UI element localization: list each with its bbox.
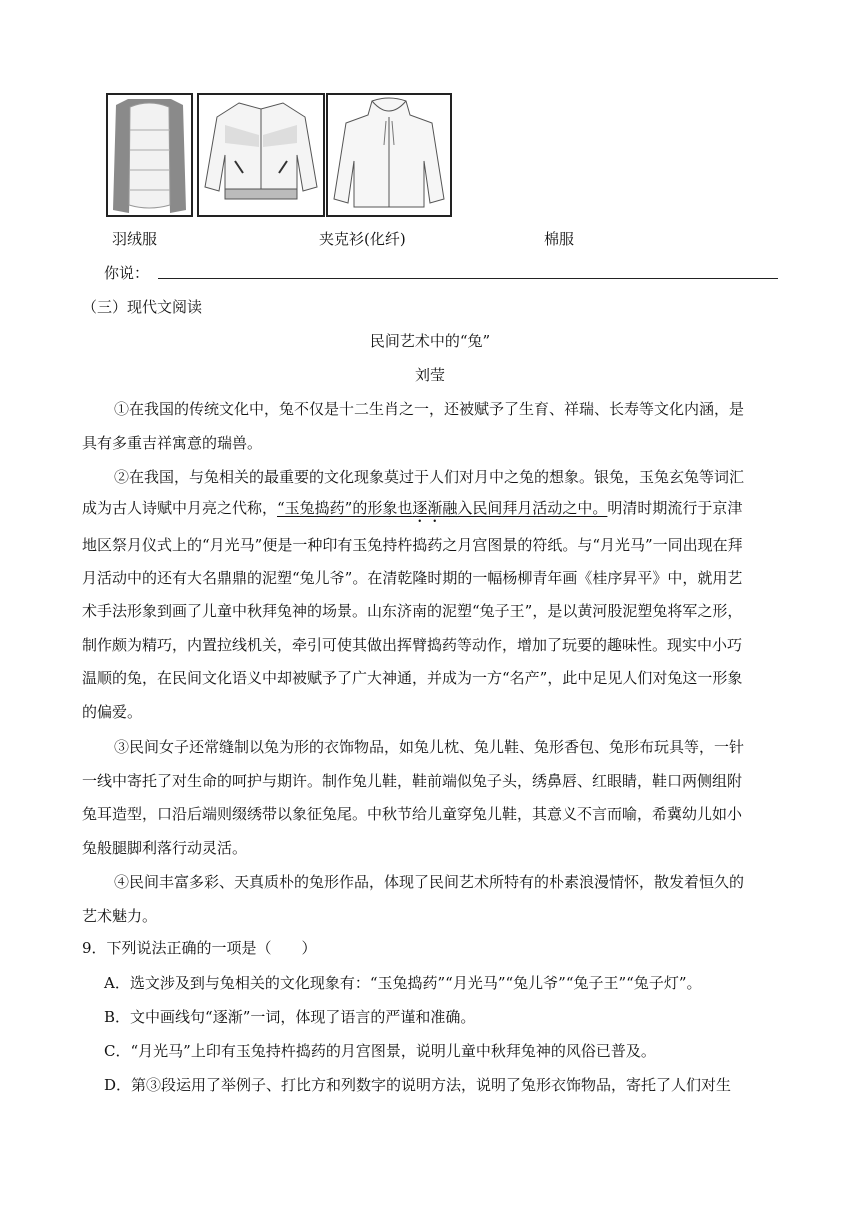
- option-a[interactable]: A．选文涉及到与兔相关的文化现象有：“玉兔捣药”“月光马”“兔儿爷”“兔子王”“兔子灯”。: [104, 974, 702, 992]
- p3-line-4: 兔般腿脚利落行动灵活。: [82, 839, 248, 857]
- article-title: 民间艺术中的“兔”: [369, 332, 491, 350]
- p2-line-6: 制作颇为精巧，内置拉线机关，牵引可使其做出挥臂捣药等动作，增加了玩要的趣味性。现实中小巧: [82, 636, 743, 654]
- p4-line-1: ④民间丰富多彩、天真质朴的兔形作品，体现了民间艺术所特有的朴素浪漫情怀，散发着恒久的: [114, 873, 745, 891]
- p3-line-3: 兔耳造型，口沿后端则缀绣带以象征兔尾。中秋节给儿童穿兔儿鞋，其意义不言而喻，希冀幼儿如小: [82, 805, 743, 823]
- question-stem: 9．下列说法正确的一项是（ ）: [82, 939, 317, 957]
- p1-line-1: ①在我国的传统文化中，兔不仅是十二生肖之一，还被赋予了生育、祥瑞、长寿等文化内涵，是: [114, 400, 745, 418]
- caption-cotton-coat: 棉服: [544, 230, 575, 248]
- underlined-sentence-part1: “玉兔捣药”的形象也: [277, 499, 413, 517]
- jacket-image: [197, 93, 325, 217]
- cotton-coat-image: [326, 93, 452, 217]
- p2-text-a: 成为古人诗赋中月亮之代称，: [82, 499, 278, 517]
- p2-line-1: ②在我国，与兔相关的最重要的文化现象莫过于人们对月中之兔的想象。银兔，玉兔玄兔等词汇: [114, 468, 745, 486]
- answer-blank-line[interactable]: [158, 278, 778, 279]
- underlined-sentence-part2: 融入民间拜月活动之中。: [442, 499, 608, 517]
- section-heading: （三）现代文阅读: [82, 298, 203, 316]
- p2-text-b: 明清时期流行于京津: [607, 499, 743, 517]
- p2-line-3: 地区祭月仪式上的“月光马”便是一种印有玉兔持杵捣药之月宫图景的符纸。与“月光马”一同出现在拜: [82, 536, 743, 554]
- option-c[interactable]: C．“月光马”上印有玉兔持杵捣药的月宫图景，说明儿童中秋拜兔神的风俗已普及。: [104, 1042, 656, 1060]
- p1-line-2: 具有多重吉祥寓意的瑞兽。: [82, 434, 263, 452]
- option-b[interactable]: B．文中画线句“逐渐”一词，体现了语言的严谨和准确。: [104, 1008, 476, 1026]
- article-author: 刘莹: [414, 366, 445, 384]
- p3-line-2: 一线中寄托了对生命的呵护与期许。制作兔儿鞋，鞋前端似兔子头，绣鼻唇、红眼睛，鞋口两侧组附: [82, 772, 743, 790]
- caption-down-jacket: 羽绒服: [112, 230, 158, 248]
- p2-line-7: 温顺的兔，在民间文化语义中却被赋予了广大神通，并成为一方“名产”，此中足见人们对兔这一形象: [82, 669, 743, 687]
- p4-line-2: 艺术魅力。: [82, 907, 158, 925]
- emphasized-word: 逐渐: [412, 499, 443, 517]
- p2-line-5: 术手法形象到画了儿童中秋拜兔神的场景。山东济南的泥塑“兔子王”，是以黄河股泥塑兔将军之形，: [82, 602, 743, 620]
- answer-prompt-label: 你说：: [104, 264, 150, 282]
- caption-jacket: 夹克衫(化纤): [319, 230, 406, 248]
- p2-line-8: 的偏爱。: [82, 703, 143, 721]
- p2-line-2: [82, 497, 742, 526]
- option-d[interactable]: D．第③段运用了举例子、打比方和列数字的说明方法，说明了兔形衣饰物品，寄托了人们对生: [104, 1076, 732, 1094]
- p2-line-4: 月活动中的还有大名鼎鼎的泥塑“兔儿爷”。在清乾隆时期的一幅杨柳青年画《桂序昇平》中，就用艺: [82, 569, 743, 587]
- down-jacket-image: [106, 93, 193, 217]
- p3-line-1: ③民间女子还常缝制以兔为形的衣饰物品，如兔儿枕、兔儿鞋、兔形香包、兔形布玩具等，一针: [114, 738, 745, 756]
